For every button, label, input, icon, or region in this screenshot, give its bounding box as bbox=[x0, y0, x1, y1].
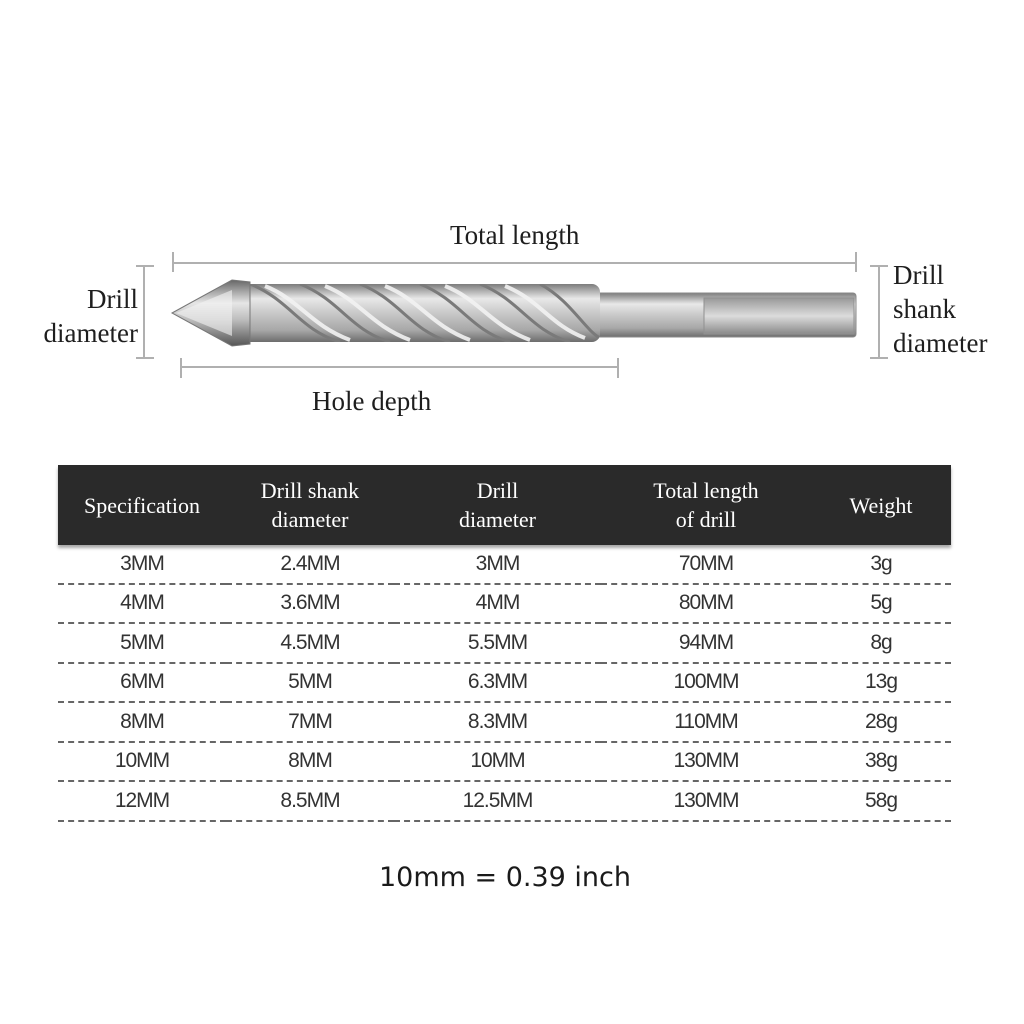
cell-specification: 8MM bbox=[58, 702, 226, 742]
cell-shank-diameter: 4.5MM bbox=[226, 623, 394, 663]
header-drill-diameter bbox=[394, 465, 601, 545]
drill-diameter-label-line1: Drill bbox=[87, 284, 138, 314]
drill-diameter-dimension bbox=[136, 266, 154, 358]
hole-depth-label: Hole depth bbox=[312, 386, 432, 416]
cell-weight: 28g bbox=[811, 702, 951, 742]
shank-diameter-label-line2: shank bbox=[893, 294, 956, 324]
cell-specification: 3MM bbox=[58, 545, 226, 584]
header-shank-diameter-line2: diameter bbox=[271, 507, 349, 532]
header-weight-text: Weight bbox=[849, 492, 913, 518]
cell-specification: 5MM bbox=[58, 623, 226, 663]
cell-weight: 13g bbox=[811, 663, 951, 703]
cell-drill-diameter: 3MM bbox=[394, 545, 601, 584]
cell-drill-diameter: 5.5MM bbox=[394, 623, 601, 663]
header-weight bbox=[811, 465, 951, 545]
drill-tip bbox=[172, 280, 250, 346]
total-length-label: Total length bbox=[450, 220, 580, 250]
cell-specification: 10MM bbox=[58, 742, 226, 782]
cell-weight: 58g bbox=[811, 781, 951, 821]
cell-shank-diameter: 5MM bbox=[226, 663, 394, 703]
shank-diameter-label-line3: diameter bbox=[893, 328, 988, 358]
cell-weight: 38g bbox=[811, 742, 951, 782]
cell-total-length: 100MM bbox=[601, 663, 811, 703]
cell-total-length: 130MM bbox=[601, 742, 811, 782]
cell-total-length: 70MM bbox=[601, 545, 811, 584]
cell-total-length: 80MM bbox=[601, 584, 811, 624]
header-specification bbox=[58, 465, 226, 545]
header-drill-diameter-line2: diameter bbox=[459, 507, 536, 532]
cell-weight: 3g bbox=[811, 545, 951, 584]
cell-shank-diameter: 8MM bbox=[226, 742, 394, 782]
table-header-row bbox=[58, 465, 951, 545]
table-row bbox=[58, 623, 951, 663]
cell-drill-diameter: 6.3MM bbox=[394, 663, 601, 703]
header-specification-text: Specification bbox=[83, 492, 201, 518]
drill-diameter-label-line2: diameter bbox=[43, 318, 138, 348]
cell-drill-diameter: 4MM bbox=[394, 584, 601, 624]
unit-conversion-note: 10mm = 0.39 inch bbox=[378, 862, 632, 893]
spec-table bbox=[58, 465, 951, 822]
cell-shank-diameter: 7MM bbox=[226, 702, 394, 742]
drill-bit-diagram bbox=[0, 200, 1024, 400]
table-row bbox=[58, 663, 951, 703]
header-shank-diameter-line1: Drill shank bbox=[260, 478, 360, 503]
header-total-length bbox=[601, 465, 811, 545]
table-row bbox=[58, 584, 951, 624]
cell-total-length: 130MM bbox=[601, 781, 811, 821]
cell-specification: 6MM bbox=[58, 663, 226, 703]
cell-drill-diameter: 12.5MM bbox=[394, 781, 601, 821]
drill-flutes bbox=[240, 284, 600, 342]
cell-shank-diameter: 3.6MM bbox=[226, 584, 394, 624]
shank-diameter-label-line1: Drill bbox=[893, 260, 944, 290]
cell-total-length: 110MM bbox=[601, 702, 811, 742]
cell-weight: 8g bbox=[811, 623, 951, 663]
cell-specification: 12MM bbox=[58, 781, 226, 821]
total-length-dimension bbox=[173, 252, 856, 272]
cell-shank-diameter: 2.4MM bbox=[226, 545, 394, 584]
header-total-length-line2: of drill bbox=[675, 507, 737, 532]
hole-depth-dimension bbox=[181, 358, 618, 378]
header-shank-diameter bbox=[226, 465, 394, 545]
cell-drill-diameter: 10MM bbox=[394, 742, 601, 782]
table-row bbox=[58, 702, 951, 742]
table-row bbox=[58, 545, 951, 584]
cell-total-length: 94MM bbox=[601, 623, 811, 663]
header-drill-diameter-line1: Drill bbox=[476, 478, 519, 503]
drill-shank bbox=[580, 293, 856, 337]
cell-drill-diameter: 8.3MM bbox=[394, 702, 601, 742]
table-row bbox=[58, 742, 951, 782]
cell-shank-diameter: 8.5MM bbox=[226, 781, 394, 821]
table-row bbox=[58, 781, 951, 821]
header-total-length-line1: Total length bbox=[653, 478, 759, 503]
shank-diameter-dimension bbox=[870, 266, 888, 358]
cell-specification: 4MM bbox=[58, 584, 226, 624]
cell-weight: 5g bbox=[811, 584, 951, 624]
